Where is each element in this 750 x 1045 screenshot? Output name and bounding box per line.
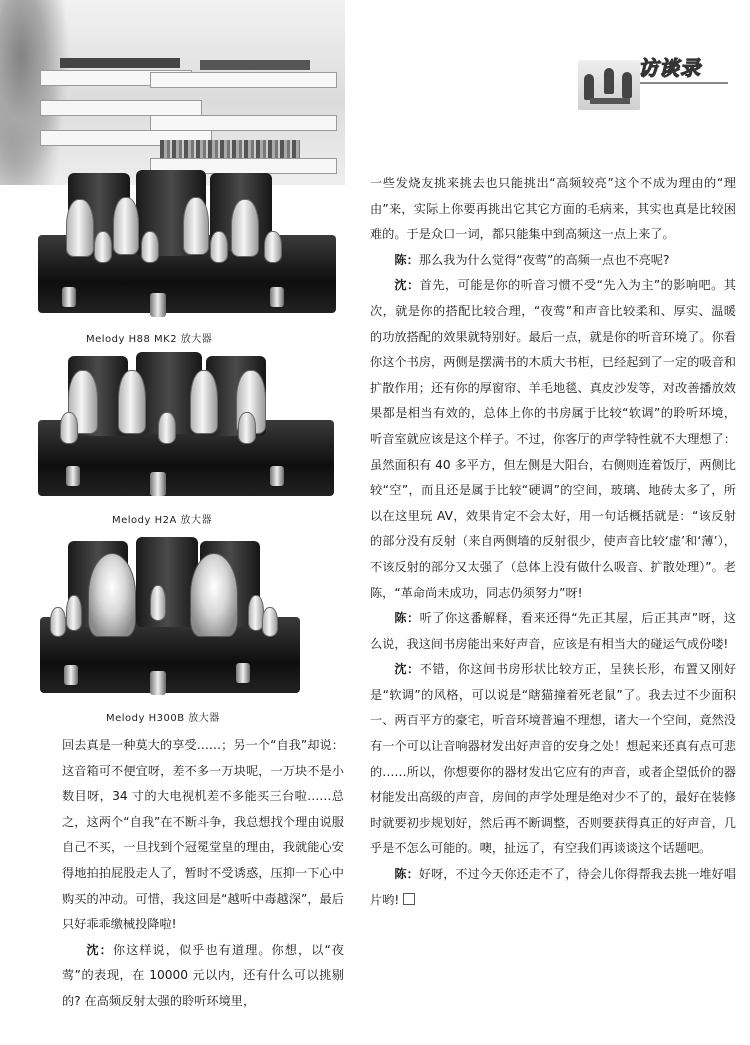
interview-section-logo [578, 52, 730, 112]
listening-room-photo [0, 0, 345, 185]
paragraph: 沈：首先，可能是你的听音习惯不受“先入为主”的影响吧。其次，就是你的搭配比较合理，“夜莺”和声音比较柔和、厚实、温暖的功放搭配的效果就特别好。最后一点，就是你的听音环境了。你看你这个书房，两侧是摆满书的木质大书柜，已经起到了一定的吸音和扩散作用；还有你的厚窗帘、羊毛地毯、真皮沙发等，对改善播放效果都是相当有效的，总体上你的书房属于比较“软调”的聆听环境，听音室就应该是这个样子。不过，你客厅的声学特性就不大理想了：虽然面积有 40 多平方，但左侧是大阳台，右侧则连着饭厅，两侧比较“空”，而且还是属于比较“硬调”的空间，玻璃、地砖太多了，所以在这里玩 AV，效果肯定不会太好，用一句话概括就是：“该反射的部分没有反射（来自两侧墙的反射很少，使声音比较‘虚’和‘薄’），不该反射的部分又太强了（总体上没有做什么吸音、扩散处理）”。老陈，“革命尚未成功，同志仍须努力”呀! [370, 278, 736, 600]
right-text-column [370, 171, 736, 913]
caption-amp-h2a: Melody H2A 放大器 [112, 515, 213, 526]
caption-amp-h88-mk2: Melody H88 MK2 放大器 [86, 334, 213, 345]
plant [0, 0, 70, 185]
section-title: 访谈录 [638, 56, 701, 80]
paragraph: 陈：那么我为什么觉得“夜莺”的高频一点也不亮呢? [394, 252, 670, 267]
paragraph: 陈：好呀，不过今天你还走不了，待会儿你得帮我去挑一堆好唱片哟! [370, 867, 737, 907]
paragraph: 回去真是一种莫大的享受……；另一个“自我”却说：这音箱可不便宜呀，差不多一万块呢，一万块不是小数目呀，34 寸的大电视机差不多能买三台啦……总之，这两个“自我”在不断斗争，我总想找个理由说服自己不买，一旦找到个冠冕堂皇的理由，我就能心安得地拍拍屁股走人了，暂时不受诱惑，压抑一下心中购买的冲动。可惜，我这回是“越听中毒越深”，最后只好乖乖缴械投降啦! [62, 738, 344, 932]
paragraph: 一些发烧友挑来挑去也只能挑出“高频较亮”这个不成为理由的“理由”来，实际上你要再挑出它其它方面的毛病来，其实也真是比较困难的。于是众口一词，都只能集中到高频这一点上来了。 [370, 176, 736, 242]
paragraph: 陈：听了你这番解释，看来还得“先正其屋，后正其声”呀，这么说，我这间书房能出来好声音，应该是有相当大的碰运气成份喽! [370, 611, 736, 651]
amplifier-photo-h2a [38, 350, 338, 505]
interview-illustration [578, 60, 640, 110]
amplifier-photo-h300b [40, 535, 340, 700]
paragraph: 沈：你这样说，似乎也有道理。你想，以“夜莺”的表现，在 10000 元以内，还有什么可以挑剔的? 在高频反射太强的聆听环境里， [62, 942, 344, 1008]
books-row [160, 140, 300, 158]
amplifier-photo-h88-mk2 [38, 165, 338, 325]
end-mark-icon [403, 893, 415, 905]
caption-amp-h300b: Melody H300B 放大器 [106, 713, 220, 724]
paragraph: 沈：不错，你这间书房形状比较方正，呈狭长形，布置又刚好是“软调”的风格，可以说是“瞎猫撞着死老鼠”了。我去过不少面积一、两百平方的豪宅，听音环境普遍不理想，诸大一个空间，竟然没有一个可以让音响器材发出好声音的安身之处！想起来还真有点可悲的……所以，你想要你的器材发出它应有的声音，或者企望低价的器材能发出高级的声音，房间的声学处理是绝对少不了的，最好在装修时就要初步规划好，然后再不断调整，否则要获得真正的好声音，几乎是不怎么可能的。噢，扯远了，有空我们再谈谈这个话题吧。 [370, 662, 737, 856]
left-text-column [62, 733, 344, 1015]
